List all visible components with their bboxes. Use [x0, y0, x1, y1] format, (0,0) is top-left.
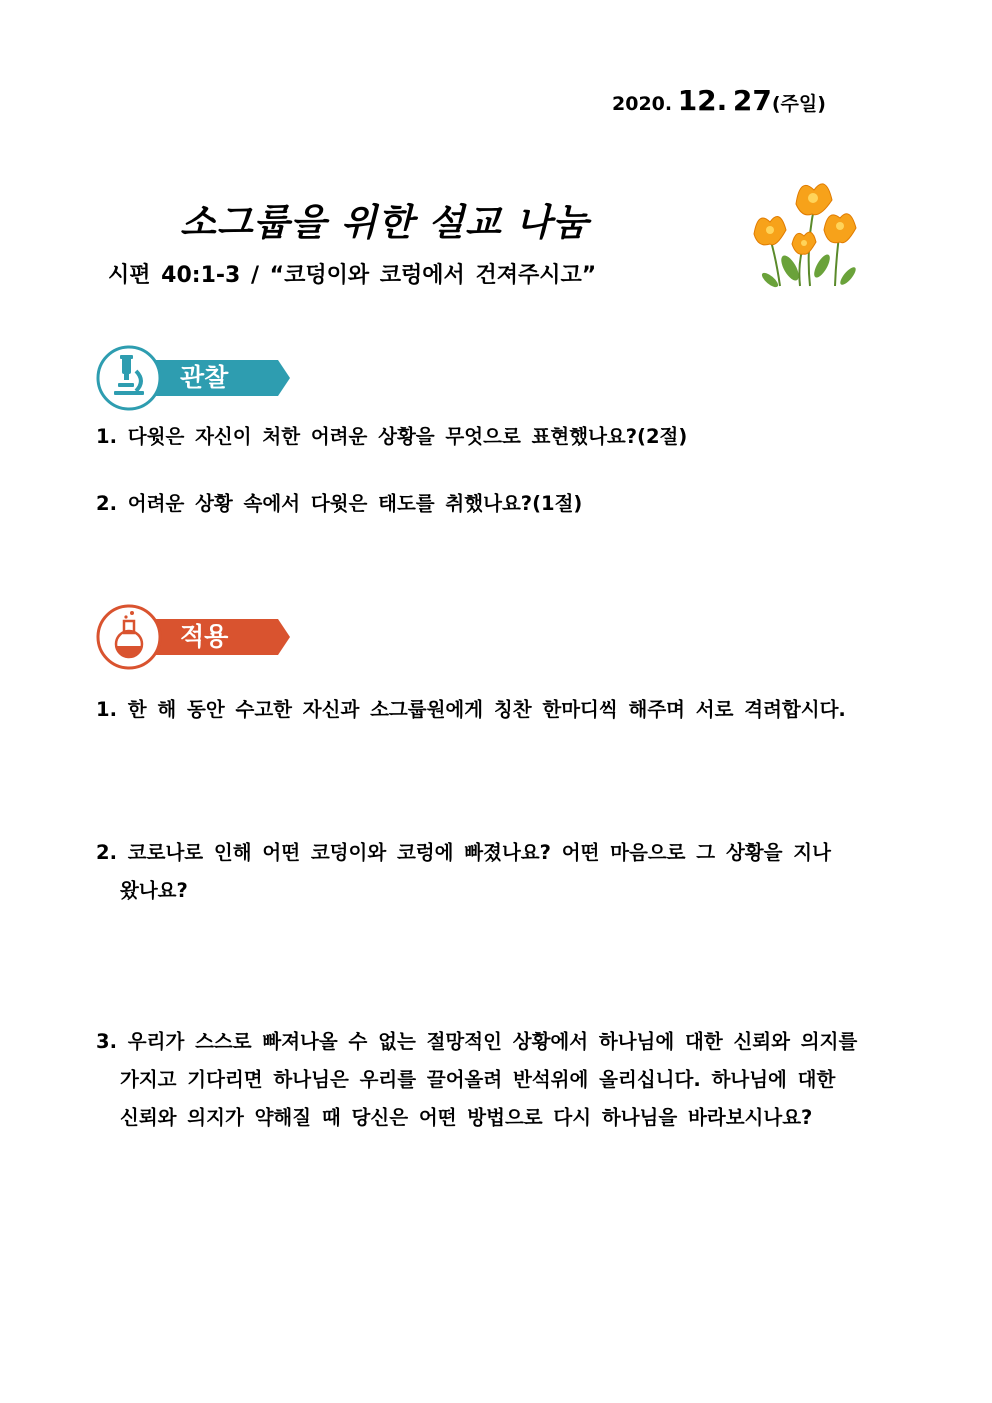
question-line: 1. 한 해 동안 수고한 자신과 소그룹원에게 칭찬 한마디씩 해주며 서로 격려합시다.: [96, 698, 846, 721]
apply-question-2: [96, 834, 831, 910]
question-line: 가지고 기다리면 하나님은 우리를 끌어올려 반석위에 올리십니다. 하나님에 대한: [120, 1068, 836, 1091]
date-line: [612, 84, 826, 117]
question-line: 신뢰와 의지가 약해질 때 당신은 어떤 방법으로 다시 하나님을 바라보시나요?: [120, 1106, 813, 1129]
flowers-illustration: [740, 168, 870, 298]
question-line: 왔나요?: [120, 879, 188, 902]
observe-question-1: [96, 418, 687, 456]
question-line: 2. 코로나로 인해 어떤 코덩이와 코렁에 빠졌나요? 어떤 마음으로 그 상황을 지나: [96, 841, 831, 864]
section-label-observe: 관찰: [180, 363, 229, 392]
page-title: 소그룹을 위한 설교 나눔: [180, 201, 590, 244]
date-weekday: (주일): [771, 93, 826, 115]
date-day: 27: [732, 84, 772, 117]
observe-question-2: [96, 485, 582, 523]
section-badge-apply: [96, 604, 292, 670]
section-badge-observe: [96, 345, 292, 411]
question-line: 2. 어려운 상황 속에서 다윗은 태도를 취했나요?(1절): [96, 492, 583, 515]
apply-question-1: [96, 691, 846, 729]
date-month: 12.: [677, 84, 728, 117]
question-line: 3. 우리가 스스로 빠져나올 수 없는 절망적인 상황에서 하나님에 대한 신뢰와 의지를: [96, 1030, 858, 1053]
date-year: 2020.: [612, 93, 673, 115]
scripture-subtitle: 시편 40:1-3 / “코덩이와 코렁에서 건져주시고”: [108, 263, 597, 288]
apply-question-3: [96, 1023, 857, 1137]
question-line: 1. 다윗은 자신이 처한 어려운 상황을 무엇으로 표현했나요?(2절): [96, 425, 688, 448]
section-label-apply: 적용: [180, 622, 229, 651]
